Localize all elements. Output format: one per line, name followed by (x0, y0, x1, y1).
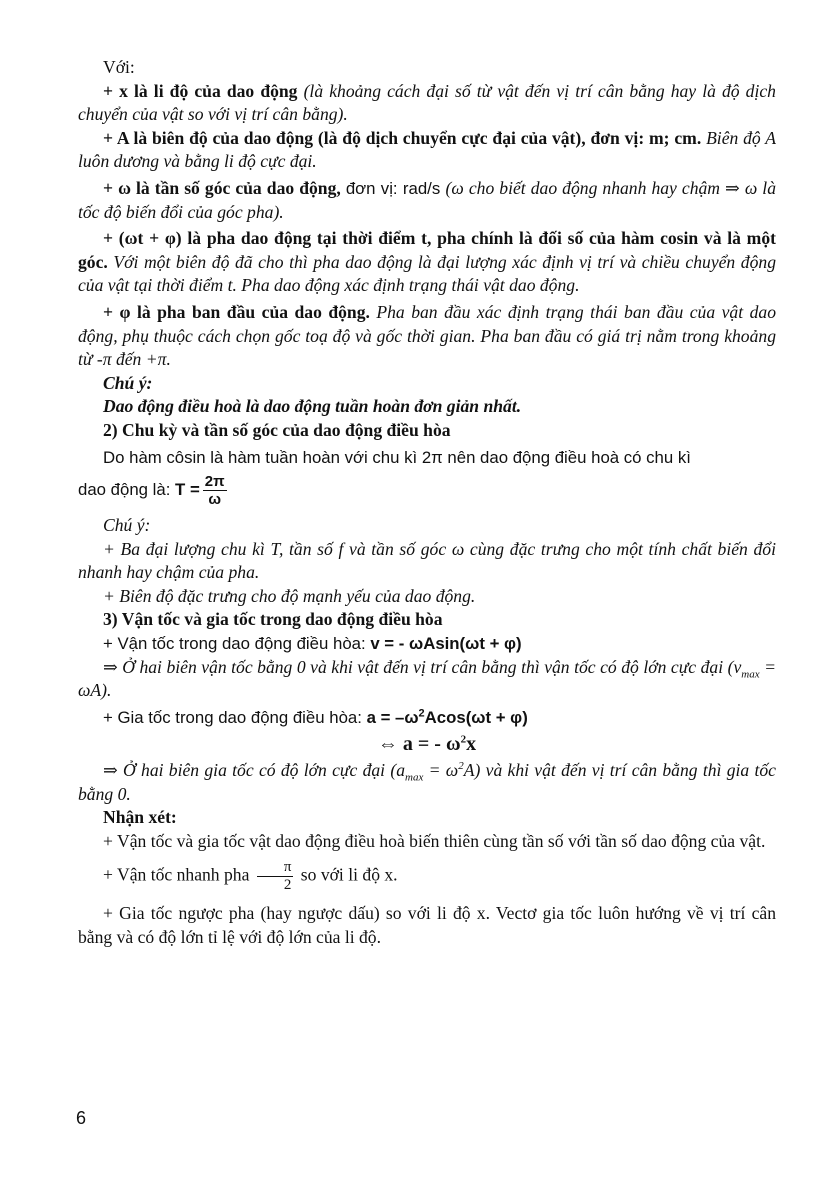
def-phase (78, 227, 776, 298)
note-text-2a: + Ba đại lượng chu kì T, tần số f và tần số góc ω cùng đặc trưng cho một tính chất biến đổi nhanh hay chậm của pha. (78, 538, 776, 583)
acceleration-note-sub: max (405, 771, 424, 784)
acceleration-equivalent-b: x (466, 733, 477, 756)
period-formula-line (78, 473, 776, 508)
period-formula-lhs: T = (175, 480, 200, 500)
def-omega (78, 177, 776, 224)
velocity-note (78, 656, 776, 703)
def-x (78, 80, 776, 127)
def-a-desc: Biên độ A luôn dương và bằng li độ cực đại. (78, 127, 776, 172)
remark-3: + Gia tốc ngược pha (hay ngược dấu) so với li độ x. Vectơ gia tốc luôn hướng về vị trí cân bằng và có độ lớn tỉ lệ với độ lớn của li độ. (78, 903, 776, 947)
note-label-2: Chú ý: (103, 515, 151, 536)
velocity-lead: + Vận tốc trong dao động điều hòa: (103, 634, 371, 654)
remarks-label: Nhận xét: (103, 807, 177, 828)
acceleration-formula-sup: 2 (418, 707, 425, 720)
intro-label: Với: (103, 57, 135, 77)
remark-2-fraction-den: 2 (283, 877, 292, 894)
period-formula-lead: dao động là: (78, 480, 176, 500)
def-a-term: + A là biên độ của dao động (là độ dịch chuyển cực đại của vật), đơn vị: m; cm. (103, 127, 707, 148)
acceleration-note-b: = ω (423, 760, 459, 781)
acceleration-lead: + Gia tốc trong dao động điều hòa: (103, 707, 367, 727)
def-omega-desc: (ω cho biết dao động nhanh hay chậm ⇒ ω là tốc độ biến đổi của góc pha). (78, 177, 776, 222)
velocity-note-a: ⇒ Ở hai biên vận tốc bằng 0 và khi vật đến vị trí cân bằng thì vận tốc có độ lớn cực đại (v (103, 656, 742, 677)
velocity-line (78, 632, 776, 656)
note-text-1: Dao động điều hoà là dao động tuần hoàn đơn giản nhất. (103, 396, 522, 417)
acceleration-note-sup: 2 (458, 760, 464, 773)
period-intro: Do hàm côsin là hàm tuần hoàn với chu kì 2π nên dao động điều hoà có chu kì (103, 447, 691, 467)
remark-2-fraction-num: π (257, 859, 294, 877)
def-phase-term: + (ωt + φ) là pha dao động tại thời điểm t, pha chính là đối số của hàm cosin và là một góc. (78, 228, 776, 272)
acceleration-equivalent (78, 733, 776, 757)
section-3-heading: 3) Vận tốc và gia tốc trong dao động điều hòa (103, 609, 443, 630)
def-omega-term: + ω là tần số góc của dao động, (103, 177, 346, 198)
acceleration-note-a: ⇒ Ở hai biên gia tốc có độ lớn cực đại (a (103, 760, 406, 781)
acceleration-note-c: A) và khi vật đến vị trí cân bằng thì gia tốc bằng 0. (78, 760, 776, 804)
section-2-heading: 2) Chu kỳ và tần số góc của dao động điều hòa (103, 419, 451, 440)
remark-1: + Vận tốc và gia tốc vật dao động điều hoà biến thiên cùng tần số với tần số dao động của vật. (103, 830, 766, 851)
period-fraction (203, 473, 227, 508)
note-label-1: Chú ý: (103, 372, 153, 393)
remark-2-b: so với li độ x. (296, 864, 398, 885)
def-initial-phase-desc: Pha ban đầu xác định trạng thái ban đầu của vật dao động, phụ thuộc cách chọn gốc toạ độ và gốc thời gian. Pha ban đầu có giá trị nằm trong khoảng từ -π đến +π. (78, 301, 776, 370)
def-a (78, 127, 776, 174)
acceleration-equivalent-a: ⇔ a = - ω (377, 733, 461, 756)
def-x-term: + x là li độ của dao động (103, 80, 304, 101)
note-text-2b: + Biên độ đặc trưng cho độ mạnh yếu của dao động. (103, 585, 476, 606)
page-number: 6 (76, 1108, 87, 1128)
velocity-formula: v = - ωAsin(ωt + φ) (370, 634, 522, 654)
def-initial-phase (78, 301, 776, 372)
def-phase-desc: Với một biên độ đã cho thì pha dao động là đại lượng xác định vị trí và chiều chuyển động của vật tại thời điểm t. Pha dao động xác định trạng thái vật dao động. (78, 251, 776, 296)
acceleration-line (78, 706, 776, 730)
remark-2-a: + Vận tốc nhanh pha (103, 864, 254, 885)
remark-2-fraction (257, 859, 294, 894)
def-x-desc: (là khoảng cách đại số từ vật đến vị trí cân bằng hay là độ dịch chuyển của vật so với vị trí cân bằng). (78, 80, 776, 125)
acceleration-formula-a: a = –ω (366, 707, 419, 727)
def-omega-unit: đơn vị: rad/s (345, 178, 446, 198)
velocity-note-sub: max (741, 668, 760, 681)
acceleration-formula (367, 708, 528, 727)
period-fraction-num: 2π (204, 473, 225, 491)
period-fraction-den: ω (208, 491, 222, 509)
acceleration-formula-b: Acos(ωt + φ) (424, 707, 528, 727)
def-initial-phase-term: + φ là pha ban đầu của dao động. (103, 301, 377, 322)
remark-2 (78, 859, 776, 894)
document-body (78, 56, 776, 950)
velocity-note-b: = ωA). (78, 656, 776, 701)
acceleration-equivalent-sup: 2 (460, 733, 467, 746)
acceleration-note (78, 759, 776, 806)
